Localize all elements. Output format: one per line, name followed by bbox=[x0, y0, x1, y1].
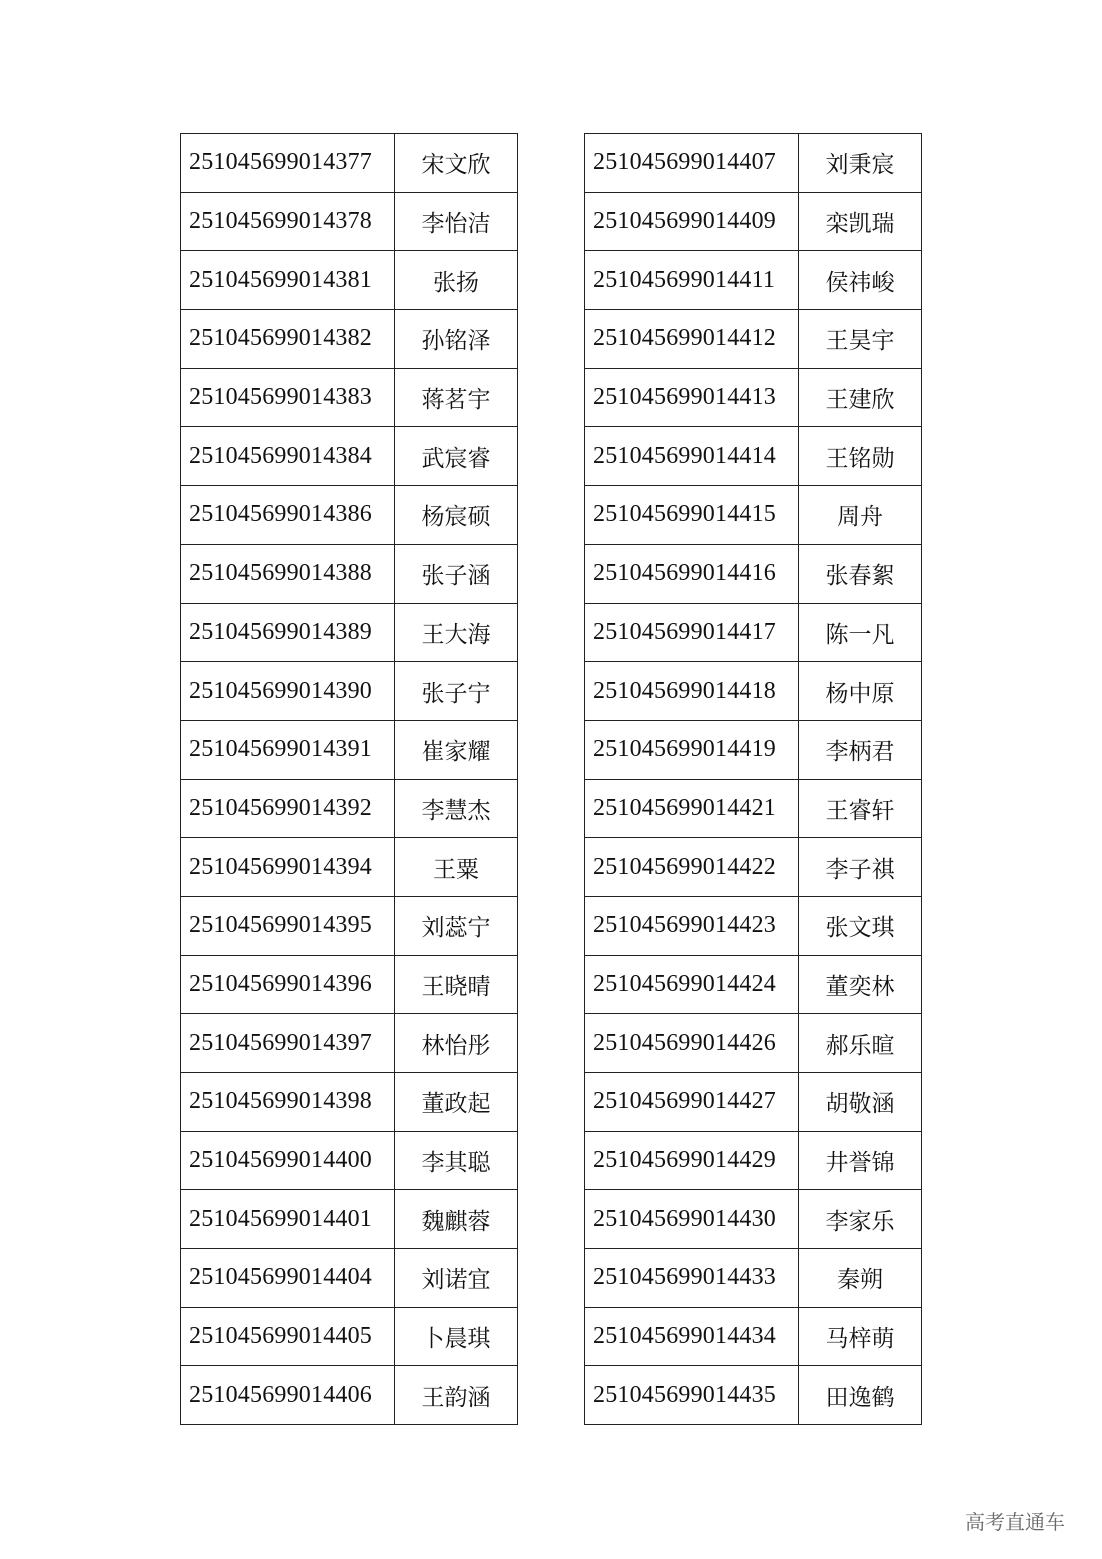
candidate-name-cell: 李怡洁 bbox=[395, 192, 518, 251]
table-row bbox=[181, 896, 518, 955]
table-row bbox=[585, 662, 922, 721]
candidate-name-cell: 田逸鹤 bbox=[799, 1366, 922, 1425]
candidate-name-cell: 崔家耀 bbox=[395, 720, 518, 779]
table-row bbox=[585, 251, 922, 310]
candidate-name-cell: 宋文欣 bbox=[395, 134, 518, 193]
candidate-name-cell: 李慧杰 bbox=[395, 779, 518, 838]
candidate-id-cell: 251045699014424 bbox=[585, 955, 799, 1014]
table-row bbox=[585, 544, 922, 603]
candidate-name-cell: 蒋茗宇 bbox=[395, 368, 518, 427]
table-row bbox=[585, 720, 922, 779]
table-row bbox=[181, 486, 518, 545]
table-row bbox=[181, 603, 518, 662]
candidate-id-cell: 251045699014397 bbox=[181, 1014, 395, 1073]
table-row bbox=[181, 1014, 518, 1073]
candidate-id-cell: 251045699014429 bbox=[585, 1131, 799, 1190]
table-row bbox=[181, 1249, 518, 1308]
candidate-name-cell: 张子宁 bbox=[395, 662, 518, 721]
candidate-id-cell: 251045699014418 bbox=[585, 662, 799, 721]
candidate-name-cell: 张春絮 bbox=[799, 544, 922, 603]
table-row bbox=[181, 368, 518, 427]
table-row bbox=[181, 544, 518, 603]
candidate-name-cell: 张子涵 bbox=[395, 544, 518, 603]
roster-table-left bbox=[180, 133, 518, 1425]
table-row bbox=[181, 1307, 518, 1366]
candidate-name-cell: 王晓晴 bbox=[395, 955, 518, 1014]
candidate-id-cell: 251045699014416 bbox=[585, 544, 799, 603]
table-row bbox=[585, 1307, 922, 1366]
candidate-id-cell: 251045699014383 bbox=[181, 368, 395, 427]
table-row bbox=[181, 662, 518, 721]
candidate-name-cell: 王铭勋 bbox=[799, 427, 922, 486]
candidate-id-cell: 251045699014394 bbox=[181, 838, 395, 897]
candidate-id-cell: 251045699014378 bbox=[181, 192, 395, 251]
table-row bbox=[181, 310, 518, 369]
table-row bbox=[585, 603, 922, 662]
candidate-name-cell: 刘秉宸 bbox=[799, 134, 922, 193]
candidate-name-cell: 郝乐暄 bbox=[799, 1014, 922, 1073]
candidate-id-cell: 251045699014396 bbox=[181, 955, 395, 1014]
table-row bbox=[181, 955, 518, 1014]
table-row bbox=[181, 838, 518, 897]
candidate-id-cell: 251045699014386 bbox=[181, 486, 395, 545]
candidate-name-cell: 李子祺 bbox=[799, 838, 922, 897]
table-row bbox=[181, 720, 518, 779]
candidate-id-cell: 251045699014398 bbox=[181, 1073, 395, 1132]
table-row bbox=[585, 838, 922, 897]
candidate-id-cell: 251045699014404 bbox=[181, 1249, 395, 1308]
candidate-name-cell: 陈一凡 bbox=[799, 603, 922, 662]
candidate-id-cell: 251045699014400 bbox=[181, 1131, 395, 1190]
candidate-name-cell: 董政起 bbox=[395, 1073, 518, 1132]
candidate-id-cell: 251045699014401 bbox=[181, 1190, 395, 1249]
candidate-id-cell: 251045699014391 bbox=[181, 720, 395, 779]
table-row bbox=[585, 1073, 922, 1132]
candidate-name-cell: 李柄君 bbox=[799, 720, 922, 779]
candidate-id-cell: 251045699014405 bbox=[181, 1307, 395, 1366]
table-row bbox=[181, 1073, 518, 1132]
table-row bbox=[181, 251, 518, 310]
candidate-name-cell: 刘诺宜 bbox=[395, 1249, 518, 1308]
candidate-id-cell: 251045699014390 bbox=[181, 662, 395, 721]
candidate-id-cell: 251045699014407 bbox=[585, 134, 799, 193]
candidate-id-cell: 251045699014434 bbox=[585, 1307, 799, 1366]
candidate-id-cell: 251045699014422 bbox=[585, 838, 799, 897]
candidate-name-cell: 王昊宇 bbox=[799, 310, 922, 369]
candidate-name-cell: 王建欣 bbox=[799, 368, 922, 427]
candidate-id-cell: 251045699014412 bbox=[585, 310, 799, 369]
candidate-name-cell: 杨中原 bbox=[799, 662, 922, 721]
candidate-name-cell: 马梓萌 bbox=[799, 1307, 922, 1366]
candidate-name-cell: 胡敬涵 bbox=[799, 1073, 922, 1132]
table-row bbox=[181, 134, 518, 193]
table-row bbox=[585, 955, 922, 1014]
candidate-id-cell: 251045699014430 bbox=[585, 1190, 799, 1249]
table-row bbox=[585, 1131, 922, 1190]
candidate-id-cell: 251045699014433 bbox=[585, 1249, 799, 1308]
candidate-name-cell: 孙铭泽 bbox=[395, 310, 518, 369]
candidate-id-cell: 251045699014406 bbox=[181, 1366, 395, 1425]
candidate-id-cell: 251045699014413 bbox=[585, 368, 799, 427]
table-row bbox=[181, 192, 518, 251]
candidate-name-cell: 栾凯瑞 bbox=[799, 192, 922, 251]
candidate-name-cell: 林怡彤 bbox=[395, 1014, 518, 1073]
candidate-name-cell: 秦朔 bbox=[799, 1249, 922, 1308]
candidate-name-cell: 杨宸硕 bbox=[395, 486, 518, 545]
table-row bbox=[181, 1190, 518, 1249]
table-row bbox=[181, 1366, 518, 1425]
candidate-id-cell: 251045699014392 bbox=[181, 779, 395, 838]
table-row bbox=[585, 1249, 922, 1308]
candidate-id-cell: 251045699014395 bbox=[181, 896, 395, 955]
roster-table-right bbox=[584, 133, 922, 1425]
candidate-id-cell: 251045699014414 bbox=[585, 427, 799, 486]
candidate-name-cell: 王大海 bbox=[395, 603, 518, 662]
table-row bbox=[585, 368, 922, 427]
table-row bbox=[585, 1190, 922, 1249]
candidate-id-cell: 251045699014381 bbox=[181, 251, 395, 310]
candidate-id-cell: 251045699014377 bbox=[181, 134, 395, 193]
candidate-id-cell: 251045699014389 bbox=[181, 603, 395, 662]
candidate-id-cell: 251045699014427 bbox=[585, 1073, 799, 1132]
candidate-id-cell: 251045699014419 bbox=[585, 720, 799, 779]
candidate-name-cell: 魏麒蓉 bbox=[395, 1190, 518, 1249]
table-row bbox=[585, 896, 922, 955]
table-row bbox=[181, 427, 518, 486]
table-row bbox=[585, 192, 922, 251]
candidate-name-cell: 王睿轩 bbox=[799, 779, 922, 838]
table-row bbox=[585, 779, 922, 838]
candidate-id-cell: 251045699014384 bbox=[181, 427, 395, 486]
candidate-id-cell: 251045699014417 bbox=[585, 603, 799, 662]
candidate-name-cell: 井誉锦 bbox=[799, 1131, 922, 1190]
table-row bbox=[585, 1366, 922, 1425]
candidate-id-cell: 251045699014409 bbox=[585, 192, 799, 251]
candidate-name-cell: 李家乐 bbox=[799, 1190, 922, 1249]
candidate-name-cell: 董奕林 bbox=[799, 955, 922, 1014]
table-row bbox=[585, 134, 922, 193]
candidate-name-cell: 张扬 bbox=[395, 251, 518, 310]
candidate-name-cell: 武宸睿 bbox=[395, 427, 518, 486]
candidate-id-cell: 251045699014415 bbox=[585, 486, 799, 545]
candidate-id-cell: 251045699014426 bbox=[585, 1014, 799, 1073]
candidate-id-cell: 251045699014411 bbox=[585, 251, 799, 310]
table-row bbox=[585, 1014, 922, 1073]
table-row bbox=[181, 779, 518, 838]
candidate-name-cell: 张文琪 bbox=[799, 896, 922, 955]
candidate-name-cell: 卜晨琪 bbox=[395, 1307, 518, 1366]
candidate-id-cell: 251045699014388 bbox=[181, 544, 395, 603]
candidate-name-cell: 侯祎峻 bbox=[799, 251, 922, 310]
candidate-id-cell: 251045699014421 bbox=[585, 779, 799, 838]
table-row bbox=[181, 1131, 518, 1190]
candidate-name-cell: 周舟 bbox=[799, 486, 922, 545]
candidate-id-cell: 251045699014435 bbox=[585, 1366, 799, 1425]
candidate-id-cell: 251045699014382 bbox=[181, 310, 395, 369]
watermark-text: 高考直通车 bbox=[965, 1510, 1065, 1534]
table-row bbox=[585, 310, 922, 369]
table-row bbox=[585, 427, 922, 486]
candidate-name-cell: 王粟 bbox=[395, 838, 518, 897]
candidate-name-cell: 刘蕊宁 bbox=[395, 896, 518, 955]
candidate-name-cell: 王韵涵 bbox=[395, 1366, 518, 1425]
candidate-id-cell: 251045699014423 bbox=[585, 896, 799, 955]
table-row bbox=[585, 486, 922, 545]
candidate-name-cell: 李其聪 bbox=[395, 1131, 518, 1190]
